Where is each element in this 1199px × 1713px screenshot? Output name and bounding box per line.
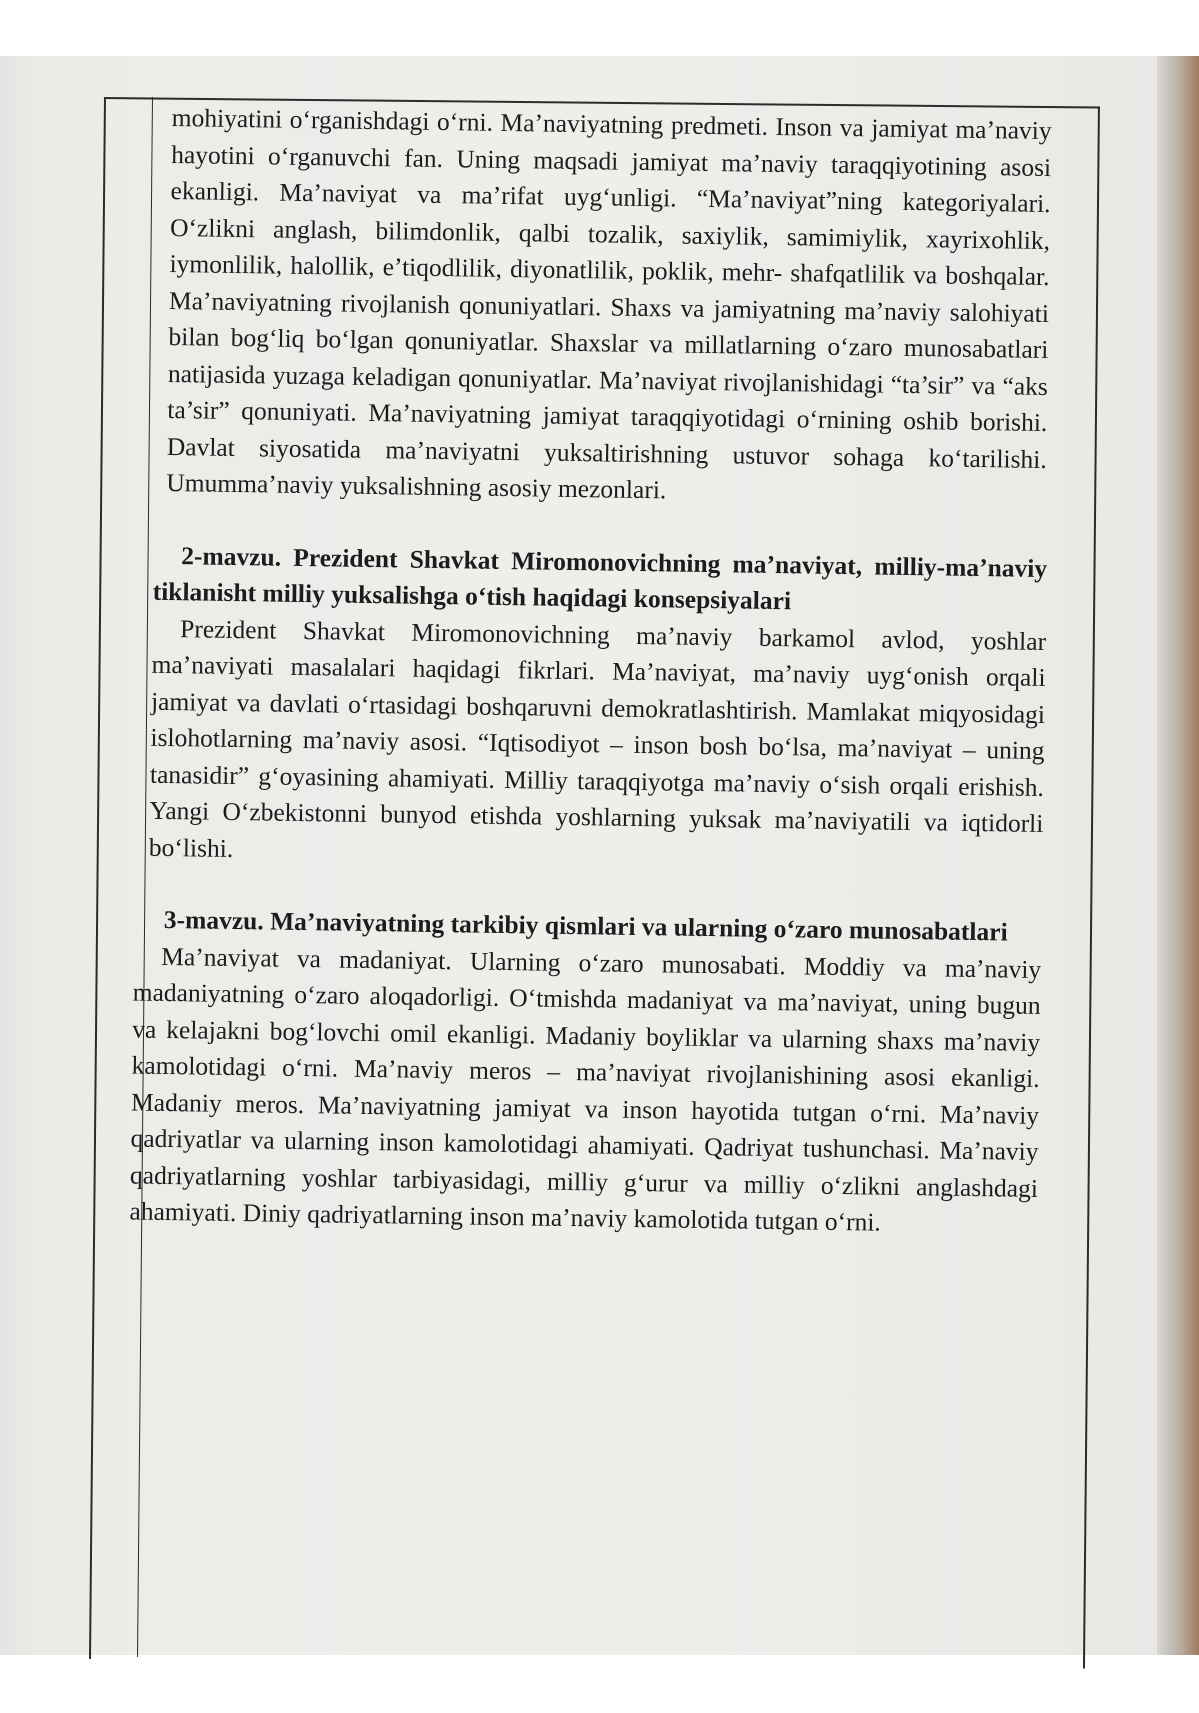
section-3-heading: 3-mavzu. Ma’naviyatning tarkibiy qismlari va ularning o‘zaro munosabatlari (163, 904, 1008, 947)
section-1 (166, 100, 1052, 515)
page-content (129, 100, 1052, 1243)
background-top (0, 0, 1199, 58)
section-1-paragraph: mohiyatini o‘rganishdagi o‘rni. Ma’naviyatning predmeti. Inson va jamiyat ma’naviy hayotini o‘rganuvchi fan. Uning maqsadi jamiyat ma’naviy taraqqiyotining asosi ekanligi. Ma’naviyat va ma’rifat uyg‘unligi. “Ma’naviyat”ning kategoriyalari. O‘zlikni anglash, bilimdonlik, qalbi tozalik, saxiylik, samimiylik, xayrixohlik, iymonlilik, halollik, e’tiqodlilik, diyonatlilik, poklik, mehr- shafqatlilik va boshqalar. Ma’naviyatning rivojlanish qonuniyatlari. Shaxs va jamiyatning ma’naviy salohiyati bilan bog‘liq bo‘lgan qonuniyatlar. Shaxslar va millatlarning o‘zaro munosabatlari natijasida yuzaga keladigan qonuniyatlar. Ma’naviyat rivojlanishidagi “ta’sir” va “aks ta’sir” qonuniyati. Ma’naviyatning jamiyat taraqqiyotidagi o‘rnining oshib borishi. Davlat siyosatida ma’naviyatni yuksaltirishning ustuvor sohaga ko‘tarilishi. Umumma’naviy yuksalishning asosiy mezonlari. (166, 102, 1052, 505)
section-2 (149, 537, 1048, 879)
section-2-heading: 2-mavzu. Prezident Shavkat Miromonovichning ma’naviyat, milliy-ma’naviy tiklanisht milliy yuksalishga o‘tish haqidagi konsepsiyalari (152, 540, 1048, 616)
section-3-paragraph: Ma’naviyat va madaniyat. Ularning o‘zaro munosabati. Moddiy va ma’naviy madaniyatning o‘zaro aloqadorligi. O‘tmishda madaniyat va ma’naviyat, uning bugun va kelajakni bog‘lovchi omil ekanligi. Madaniy boyliklar va ularning shaxs ma’naviy kamolotidagi o‘rni. Ma’naviy meros – ma’naviyat rivojlanishining asosi ekanligi. Madaniy meros. Ma’naviyatning jamiyat va inson hayotida tutgan o‘rni. Ma’naviy qadriyatlar va ularning inson kamolotidagi ahamiyati. Qadriyat tushunchasi. Ma’naviy qadriyatlarning yoshlar tarbiyasidagi, milliy g‘urur va milliy o‘zlikni anglashdagi ahamiyati. Diniy qadriyatlarning inson ma’naviy kamolotida tutgan o‘rni. (129, 941, 1042, 1237)
facing-page-edge (1157, 56, 1199, 1658)
section-3 (129, 902, 1042, 1244)
section-2-paragraph: Prezident Shavkat Miromonovichning ma’naviy barkamol avlod, yoshlar ma’naviyati masalalari haqidagi fikrlari. Ma’naviyat, ma’naviy uyg‘onish orqali jamiyat va davlati o‘rtasidagi boshqaruvni demokratlashtirish. Mamlakat miqyosidagi islohotlarning ma’naviy asosi. “Iqtisodiyot – inson bosh bo‘lsa, ma’naviyat – uning tanasidir” g‘oyasining ahamiyati. Milliy taraqqiyotga ma’naviy o‘sish orqali erishish. Yangi O‘zbekistonni bunyod etishda yoshlarning yuksak ma’naviyatili va iqtidorli bo‘lishi. (148, 613, 1047, 863)
